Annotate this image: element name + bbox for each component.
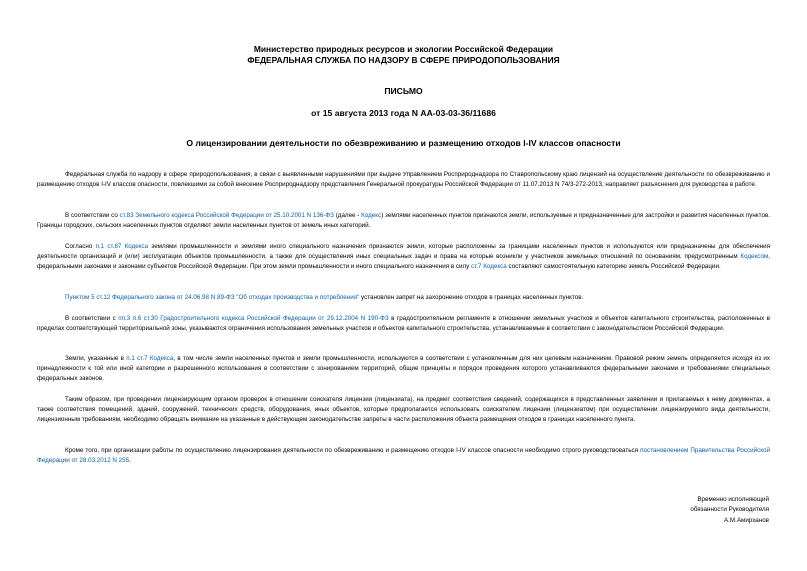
paragraph-text: Кроме того, при организации работы по осуществлению лицензирования деятельности по обезвреживанию и размещению отходов I-IV классов опасности необходимо строго руководствоваться	[65, 447, 641, 454]
code-art87-link[interactable]: п.1 ст.87 Кодекса	[95, 243, 149, 250]
paragraph-1: Федеральная служба по надзору в сфере природопользования, в связи с выявленными нарушениями при выдаче Управлением Росприроднадзора по Ставропольскому краю лицензий на осуществление деятельности по обезвреживанию и размещению отходов I-IV классов опасности, повлекшими за собой внесение Росприроднадзору представления Генеральной прокуратуры Российской Федерации от 11.07.2013 N 74/3-272-2013, направляет разъяснения для руководства в работе.	[37, 171, 770, 188]
document-type: ПИСЬМО	[384, 86, 423, 96]
signature-block	[609, 495, 769, 526]
signature-position-line-1: Временно исполняющий	[697, 496, 769, 503]
paragraph-7: Таким образом, при проведении лицензирующим органом проверок в отношении соискателя лицензии (лицензиата), на предмет соответствия сведений, содержащихся в представленных заявлении и прилагаемых к нему документах, а также соответствия помещений, зданий, сооружений, технических средств, оборудования, иных объектов, которые предполагается использовать соискателем лицензии (лицензиатом) при осуществлении лицензируемого вида деятельности, лицензионным требованиям, необходимо обращать внимание на указанные в действующем законодательстве запреты в части расположения объекта размещения отходов в границах населенного пункта.	[37, 396, 770, 423]
paragraph-text: В соответствии со	[65, 212, 120, 219]
code-art7-link[interactable]: ст.7 Кодекса	[471, 262, 507, 270]
paragraph-text: составляют самостоятельную категорию земель Российской Федерации.	[506, 262, 721, 270]
paragraph-text: Согласно	[65, 243, 96, 250]
paragraph-6	[37, 354, 770, 384]
paragraph-text: , в том числе земли населенных пунктов и земли промышленности, используются в соответствии с установленным для них целевым назначением. Правовой режим земель определяется исходя из их принадлежности к той или иной категории и разрешенного использования в соответствии с зонированием территорий, общие принципы и порядок проведения которого устанавливаются федеральными законами и требованиями специальных федеральных законов.	[37, 355, 770, 382]
ministry-heading: Министерство природных ресурсов и экологии Российской Федерации	[253, 44, 554, 54]
paragraph-text: .	[129, 456, 131, 464]
government-resolution-link[interactable]: постановлением Правительства Российской Федерации от 28.03.2012 N 255	[37, 447, 770, 464]
signature-position-line-2: обязанности Руководителя	[690, 506, 769, 514]
paragraph-4	[37, 293, 770, 303]
paragraph-text: установлен запрет на захоронение отходов в границах населенных пунктов.	[359, 294, 584, 301]
document-subject: О лицензировании деятельности по обезвреживанию и размещению отходов I-IV классов опасности	[186, 138, 621, 148]
paragraph-3	[37, 242, 770, 272]
paragraph-2	[37, 211, 770, 231]
paragraph-8	[37, 446, 770, 466]
paragraph-text: (далее -	[333, 212, 362, 219]
urban-planning-code-link[interactable]: пп.3 п.6 ст.30 Градостроительного кодекса Российской Федерации от 29.12.2004 N 190-ФЗ	[118, 315, 389, 322]
paragraph-text: , федеральными законами и законами субъектов Российской Федерации. При этом земли промышленности и иного специального назначения в силу	[37, 252, 770, 270]
land-code-art83-link[interactable]: ст.83 Земельного кодекса Российской Федерации от 25.10.2001 N 136-ФЗ	[119, 212, 334, 219]
waste-law-link[interactable]: Пунктом 5 ст.12 Федерального закона от 24.06.98 N 89-ФЗ "Об отходах производства и потребления"	[65, 294, 360, 301]
code-link[interactable]: Кодекс	[361, 212, 382, 219]
code-art7-p1-link[interactable]: п.1 ст.7 Кодекса	[126, 355, 174, 362]
paragraph-text: землями промышленности и землями иного специального назначения признаются земли, которые расположены за границами населенных пунктов и используются или предназначены для обеспечения деятельности организаций и (или) эксплуатации объектов промышленности, а также для осуществления иных специальных задач и права на которые возникли у участников земельных отношений по основаниям, предусмотренным	[37, 243, 771, 260]
code-link[interactable]: Кодексом	[740, 252, 769, 260]
paragraph-text: В соответствии с	[65, 315, 119, 322]
paragraph-text: Земли, указанные в	[65, 355, 127, 362]
signature-name: А.М.Амирханов	[724, 516, 769, 524]
service-heading: ФЕДЕРАЛЬНАЯ СЛУЖБА ПО НАДЗОРУ В СФЕРЕ ПРИРОДОПОЛЬЗОВАНИЯ	[247, 55, 560, 65]
paragraph-5	[37, 314, 770, 334]
paragraph-text: в градостроительном регламенте в отношении земельных участков и объектов капитального строительства, расположенных в пределах соответствующей территориальной зоны, указываются ограничения использования земельных участков и объектов капитального строительства, устанавливаемые в соответствии с законодательством Российской Федерации.	[37, 315, 771, 332]
document-number: от 15 августа 2013 года N АА-03-03-36/11686	[311, 108, 496, 118]
paragraph-text: ) землями населенных пунктов признаются земли, используемые и предназначенные для застройки и развития населенных пунктов. Границы городских, сельских населенных пунктов отделяют земли населенных пунктов от земель иных категорий.	[37, 212, 770, 229]
